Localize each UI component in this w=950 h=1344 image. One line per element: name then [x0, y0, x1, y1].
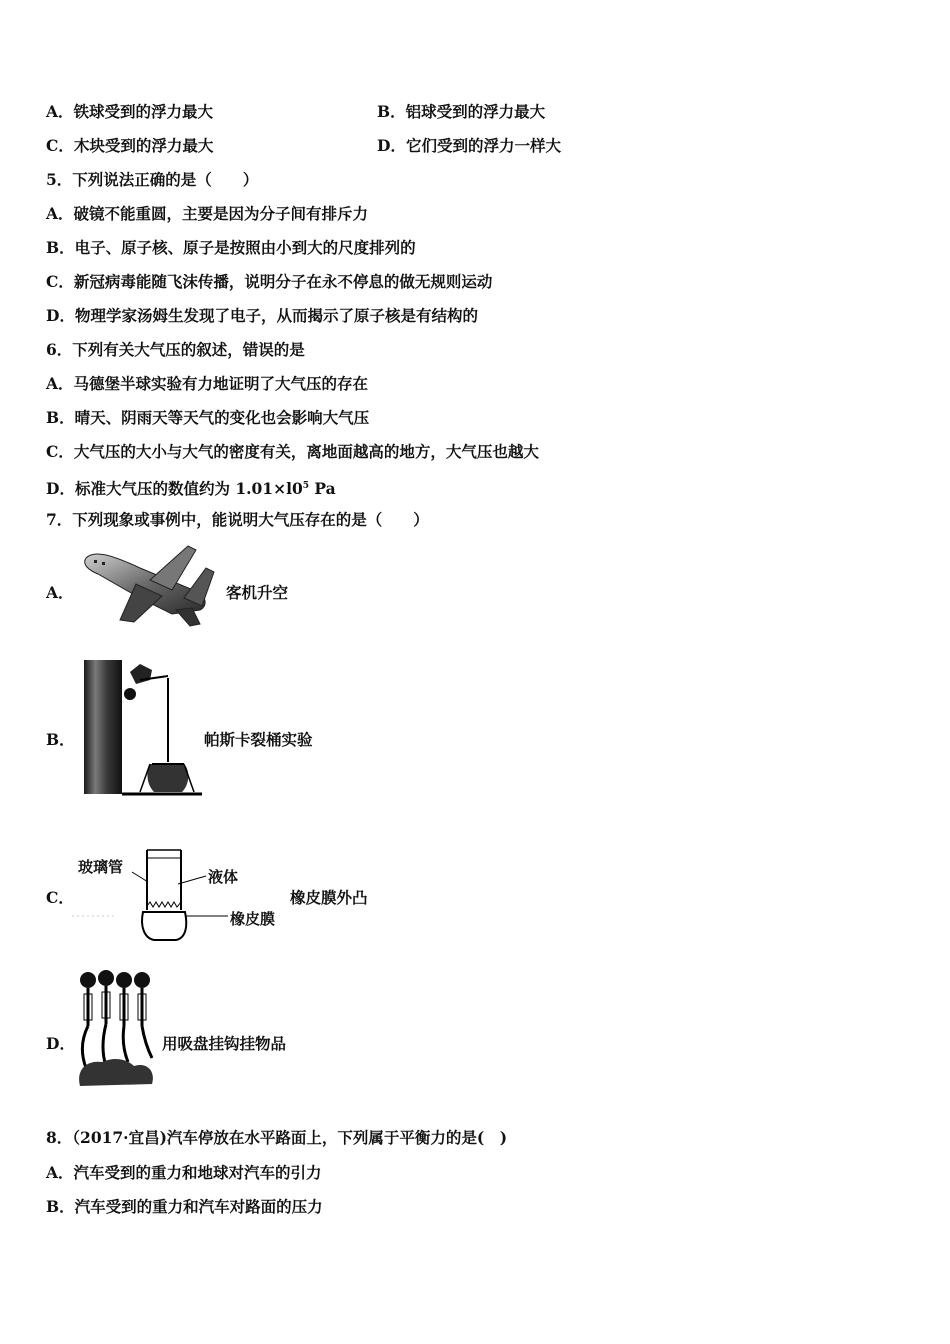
q6-option-d-prefix: D．标准大气压的数值约为 1.01×l0: [46, 479, 303, 499]
q4-option-c: C．木块受到的浮力最大: [46, 136, 214, 155]
q8-stem: 8．（2017·宜昌)汽车停放在水平路面上，下列属于平衡力的是( ): [46, 1128, 508, 1147]
membrane-label: 橡皮膜: [230, 910, 276, 928]
q7-stem: 7．下列现象或事例中，能说明大气压存在的是（ ）: [46, 510, 429, 529]
q4-option-b: B．铝球受到的浮力最大: [377, 102, 546, 121]
q7-option-a-caption: 客机升空: [226, 583, 289, 602]
q6-option-a: A．马德堡半球实验有力地证明了大气压的存在: [46, 374, 369, 393]
q6-option-d-unit: Pa: [309, 479, 336, 499]
q7-option-b-label: B．: [46, 730, 75, 749]
q8-option-b: B．汽车受到的重力和汽车对路面的压力: [46, 1197, 323, 1216]
q6-option-b: B．晴天、阴雨天等天气的变化也会影响大气压: [46, 408, 370, 427]
pascal-barrel-figure: [80, 658, 204, 800]
glass-tube-label: 玻璃管: [78, 858, 124, 876]
q6-option-d: [46, 476, 336, 499]
airplane-figure: [80, 540, 220, 628]
q6-option-c: C．大气压的大小与大气的密度有关，离地面越高的地方，大气压也越大: [46, 442, 539, 461]
q7-option-d-label: D．: [46, 1034, 75, 1053]
q6-option-d-exponent: 5: [302, 481, 310, 491]
q7-option-b-caption: 帕斯卡裂桶实验: [204, 730, 313, 749]
q5-stem: 5．下列说法正确的是（ ）: [46, 170, 259, 189]
q5-option-d: D．物理学家汤姆生发现了电子，从而揭示了原子核是有结构的: [46, 306, 478, 325]
liquid-label: 液体: [208, 868, 239, 886]
q5-option-b: B．电子、原子核、原子是按照由小到大的尺度排列的: [46, 238, 416, 257]
q4-option-a: A．铁球受到的浮力最大: [46, 102, 214, 121]
q7-option-a-label: A．: [46, 583, 74, 602]
q7-option-d-caption: 用吸盘挂钩挂物品: [162, 1034, 287, 1053]
q6-stem: 6．下列有关大气压的叙述，错误的是: [46, 340, 305, 359]
q5-option-a: A．破镜不能重圆，主要是因为分子间有排斥力: [46, 204, 369, 223]
q4-option-d: D．它们受到的浮力一样大: [377, 136, 561, 155]
figure-pointer-lines: [70, 850, 230, 930]
q7-option-c-label: C．: [46, 888, 74, 907]
q7-option-c-caption: 橡皮膜外凸: [290, 888, 368, 907]
q8-option-a: A．汽车受到的重力和地球对汽车的引力: [46, 1163, 322, 1182]
suction-hooks-figure: [72, 966, 162, 1092]
q5-option-c: C．新冠病毒能随飞沫传播，说明分子在永不停息的做无规则运动: [46, 272, 493, 291]
